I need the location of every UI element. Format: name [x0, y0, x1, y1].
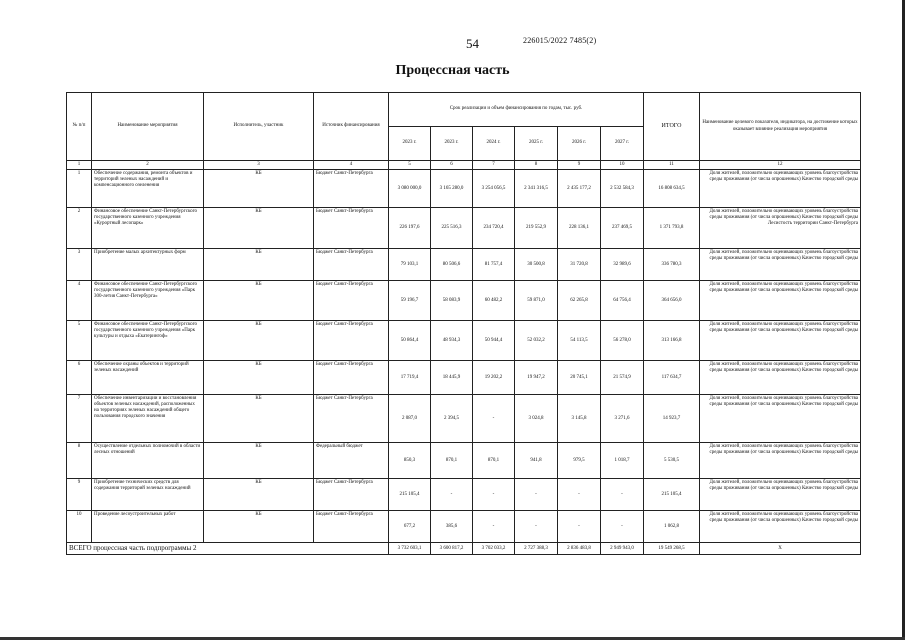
year-value-cell: 3 080 000,0 [389, 170, 431, 208]
column-number: 3 [204, 161, 314, 170]
column-number: 8 [515, 161, 558, 170]
header-indicator: Наименование целевого показателя, индикатора, на достижение которых оказывает влияние реализация мероприятия [700, 93, 861, 161]
year-value-cell: 385,6 [431, 511, 473, 543]
executor-cell: КБ [204, 208, 314, 249]
year-value-cell: 59 196,7 [389, 281, 431, 321]
column-number: 12 [700, 161, 861, 170]
column-number: 4 [314, 161, 389, 170]
source-cell: Бюджет Санкт-Петербурга [314, 170, 389, 208]
activity-name: Проведение лесоустроительных работ [92, 511, 204, 543]
executor-cell: КБ [204, 281, 314, 321]
header-year: 2023 г. [431, 127, 473, 161]
year-value-cell: 17 719,4 [389, 361, 431, 395]
year-value-cell: - [431, 479, 473, 511]
year-value-cell: - [558, 511, 601, 543]
total-cell: 2 727 388,3 [515, 543, 558, 555]
row-number: 4 [67, 281, 92, 321]
year-value-cell: 979,5 [558, 443, 601, 479]
source-cell: Бюджет Санкт-Петербурга [314, 208, 389, 249]
table-row [67, 361, 861, 395]
year-value-cell: 2 532 584,3 [601, 170, 644, 208]
year-value-cell: 219 552,9 [515, 208, 558, 249]
row-number: 5 [67, 321, 92, 361]
indicator-cell: Доля жителей, положительно оценивающих уровень благоустройства среды проживания (от числа опрошенных) Качество городской среды Лесистость территории Санкт-Петербурга [700, 208, 861, 249]
row-number: 10 [67, 511, 92, 543]
activity-name: Обеспечение охраны объектов и территорий зеленых насаждений [92, 361, 204, 395]
source-cell: Бюджет Санкт-Петербурга [314, 479, 389, 511]
year-value-cell: 225 516,3 [431, 208, 473, 249]
indicator-cell: Доля жителей, положительно оценивающих уровень благоустройства среды проживания (от числа опрошенных) Качество городской среды [700, 361, 861, 395]
table-row [67, 321, 861, 361]
header-year: 2024 г. [473, 127, 515, 161]
column-number: 5 [389, 161, 431, 170]
header-year: 2023 г. [389, 127, 431, 161]
executor-cell: КБ [204, 395, 314, 443]
header-period: Срок реализации и объем финансирования по годам, тыс. руб. [389, 93, 644, 127]
row-total-cell: 16 808 634,5 [644, 170, 700, 208]
year-value-cell: 60 482,2 [473, 281, 515, 321]
executor-cell: КБ [204, 170, 314, 208]
header-year: 2026 г. [558, 127, 601, 161]
row-number: 6 [67, 361, 92, 395]
financing-table [66, 92, 861, 555]
year-value-cell: 52 032,2 [515, 321, 558, 361]
year-value-cell: 50 944,4 [473, 321, 515, 361]
row-number: 1 [67, 170, 92, 208]
year-value-cell: 228 136,1 [558, 208, 601, 249]
year-value-cell: 1 018,7 [601, 443, 644, 479]
row-total-cell: 1 371 793,8 [644, 208, 700, 249]
executor-cell: КБ [204, 443, 314, 479]
activity-name: Обеспечение содержания, ремонта объектов и территорий зеленых насаждений и компенсационного озеленения [92, 170, 204, 208]
year-value-cell: 56 278,0 [601, 321, 644, 361]
indicator-cell: Доля жителей, положительно оценивающих уровень благоустройства среды проживания (от числа опрошенных) Качество городской среды [700, 281, 861, 321]
total-cell: 2 836 483,8 [558, 543, 601, 555]
row-total-cell: 364 656,0 [644, 281, 700, 321]
row-total-cell: 5 530,5 [644, 443, 700, 479]
header-name: Наименование мероприятия [92, 93, 204, 161]
year-value-cell: 2 341 316,5 [515, 170, 558, 208]
year-value-cell: - [515, 511, 558, 543]
total-cell: 3 600 817,2 [431, 543, 473, 555]
row-number: 2 [67, 208, 92, 249]
column-number: 9 [558, 161, 601, 170]
source-cell: Бюджет Санкт-Петербурга [314, 511, 389, 543]
document-number: 226015/2022 7485(2) [523, 36, 597, 45]
executor-cell: КБ [204, 511, 314, 543]
year-value-cell: 20 745,1 [558, 361, 601, 395]
year-value-cell: 54 113,5 [558, 321, 601, 361]
header-year: 2025 г. [515, 127, 558, 161]
table-row [67, 395, 861, 443]
year-value-cell: 2 087,0 [389, 395, 431, 443]
indicator-cell: Доля жителей, положительно оценивающих уровень благоустройства среды проживания (от числа опрошенных) Качество городской среды [700, 321, 861, 361]
activity-name: Финансовое обеспечение Санкт-Петербургского государственного казенного учреждения «Парк 300-летия Санкт-Петербурга» [92, 281, 204, 321]
year-value-cell: 870,1 [473, 443, 515, 479]
year-value-cell: 2 435 177,2 [558, 170, 601, 208]
year-value-cell: 30 500,8 [515, 249, 558, 281]
row-number: 8 [67, 443, 92, 479]
indicator-cell: Доля жителей, положительно оценивающих уровень благоустройства среды проживания (от числа опрошенных) Качество городской среды [700, 395, 861, 443]
source-cell: Бюджет Санкт-Петербурга [314, 281, 389, 321]
year-value-cell: 234 720,4 [473, 208, 515, 249]
year-value-cell: 50 864,4 [389, 321, 431, 361]
year-value-cell: 48 934,3 [431, 321, 473, 361]
activity-name: Приобретение малых архитектурных форм [92, 249, 204, 281]
table-row [67, 249, 861, 281]
source-cell: Бюджет Санкт-Петербурга [314, 321, 389, 361]
executor-cell: КБ [204, 361, 314, 395]
year-value-cell: 3 165 280,0 [431, 170, 473, 208]
column-number: 2 [92, 161, 204, 170]
header-source: Источник финансирования [314, 93, 389, 161]
year-value-cell: 80 506,6 [431, 249, 473, 281]
activity-name: Приобретение технических средств для содержания территорий зеленых насаждений [92, 479, 204, 511]
year-value-cell: 31 720,8 [558, 249, 601, 281]
year-value-cell: 870,1 [431, 443, 473, 479]
row-number: 9 [67, 479, 92, 511]
page-number: 54 [466, 36, 479, 51]
column-number: 1 [67, 161, 92, 170]
table-row [67, 281, 861, 321]
year-value-cell: 62 265,8 [558, 281, 601, 321]
column-number: 11 [644, 161, 700, 170]
column-number: 10 [601, 161, 644, 170]
year-value-cell: 215 105,4 [389, 479, 431, 511]
header-total: ИТОГО [644, 93, 700, 161]
year-value-cell: 32 989,6 [601, 249, 644, 281]
total-label: ВСЕГО процессная часть подпрограммы 2 [67, 543, 389, 555]
activity-name: Обеспечение инвентаризации и восстановления объектов зеленых насаждений, расположенных на территориях зеленых насаждений общего пользования городского значения [92, 395, 204, 443]
year-value-cell: - [473, 479, 515, 511]
total-cell: 2 949 943,0 [601, 543, 644, 555]
year-value-cell: 850,3 [389, 443, 431, 479]
source-cell: Бюджет Санкт-Петербурга [314, 249, 389, 281]
source-cell: Федеральный бюджет [314, 443, 389, 479]
year-value-cell: - [473, 395, 515, 443]
table-row [67, 208, 861, 249]
year-value-cell: 64 756,4 [601, 281, 644, 321]
year-value-cell: 59 871,0 [515, 281, 558, 321]
header-year: 2027 г. [601, 127, 644, 161]
table-row [67, 443, 861, 479]
year-value-cell: 237 469,5 [601, 208, 644, 249]
year-value-cell: 3 145,8 [558, 395, 601, 443]
executor-cell: КБ [204, 249, 314, 281]
activity-name: Финансовое обеспечение Санкт-Петербургского государственного казенного учреждения «Парк культуры и отдыха «Екатерингоф» [92, 321, 204, 361]
year-value-cell: - [473, 511, 515, 543]
page-title: Процессная часть [395, 63, 510, 78]
year-value-cell: - [515, 479, 558, 511]
row-number: 3 [67, 249, 92, 281]
year-value-cell: 677,2 [389, 511, 431, 543]
table-row [67, 170, 861, 208]
total-cell: 3 732 603,1 [389, 543, 431, 555]
year-value-cell: 18 445,9 [431, 361, 473, 395]
source-cell: Бюджет Санкт-Петербурга [314, 395, 389, 443]
year-value-cell: 2 394,5 [431, 395, 473, 443]
activity-name: Осуществление отдельных полномочий в области лесных отношений [92, 443, 204, 479]
row-total-cell: 117 634,7 [644, 361, 700, 395]
year-value-cell: 941,8 [515, 443, 558, 479]
executor-cell: КБ [204, 479, 314, 511]
indicator-cell: Доля жителей, положительно оценивающих уровень благоустройства среды проживания (от числа опрошенных) Качество городской среды [700, 249, 861, 281]
row-total-cell: 1 062,8 [644, 511, 700, 543]
row-number: 7 [67, 395, 92, 443]
year-value-cell: - [601, 479, 644, 511]
year-value-cell: 19 947,2 [515, 361, 558, 395]
year-value-cell: 19 202,2 [473, 361, 515, 395]
table-row [67, 511, 861, 543]
year-value-cell: - [601, 511, 644, 543]
table-row [67, 479, 861, 511]
activity-name: Финансовое обеспечение Санкт-Петербургского государственного казенного учреждения «Курортный лесопарк» [92, 208, 204, 249]
row-total-cell: 215 105,4 [644, 479, 700, 511]
executor-cell: КБ [204, 321, 314, 361]
indicator-cell: Доля жителей, положительно оценивающих уровень благоустройства среды проживания (от числа опрошенных) Качество городской среды [700, 443, 861, 479]
indicator-cell: Доля жителей, положительно оценивающих уровень благоустройства среды проживания (от числа опрошенных) Качество городской среды [700, 511, 861, 543]
year-value-cell: 58 083,9 [431, 281, 473, 321]
column-number: 7 [473, 161, 515, 170]
year-value-cell: - [558, 479, 601, 511]
header-executor: Исполнитель, участник [204, 93, 314, 161]
row-total-cell: 14 923,7 [644, 395, 700, 443]
source-cell: Бюджет Санкт-Петербурга [314, 361, 389, 395]
header-num: № п/п [67, 93, 92, 161]
year-value-cell: 3 271,6 [601, 395, 644, 443]
year-value-cell: 21 574,9 [601, 361, 644, 395]
column-number: 6 [431, 161, 473, 170]
indicator-cell: Доля жителей, положительно оценивающих уровень благоустройства среды проживания (от числа опрошенных) Качество городской среды [700, 479, 861, 511]
year-value-cell: 79 103,1 [389, 249, 431, 281]
row-total-cell: 336 780,3 [644, 249, 700, 281]
total-cell: 3 702 033,2 [473, 543, 515, 555]
indicator-cell: Доля жителей, положительно оценивающих уровень благоустройства среды проживания (от числа опрошенных) Качество городской среды [700, 170, 861, 208]
total-indicator: X [700, 543, 861, 555]
year-value-cell: 81 757,4 [473, 249, 515, 281]
year-value-cell: 226 197,6 [389, 208, 431, 249]
year-value-cell: 3 024,8 [515, 395, 558, 443]
grand-total: 19 549 268,5 [644, 543, 700, 555]
year-value-cell: 3 254 056,5 [473, 170, 515, 208]
row-total-cell: 313 166,8 [644, 321, 700, 361]
